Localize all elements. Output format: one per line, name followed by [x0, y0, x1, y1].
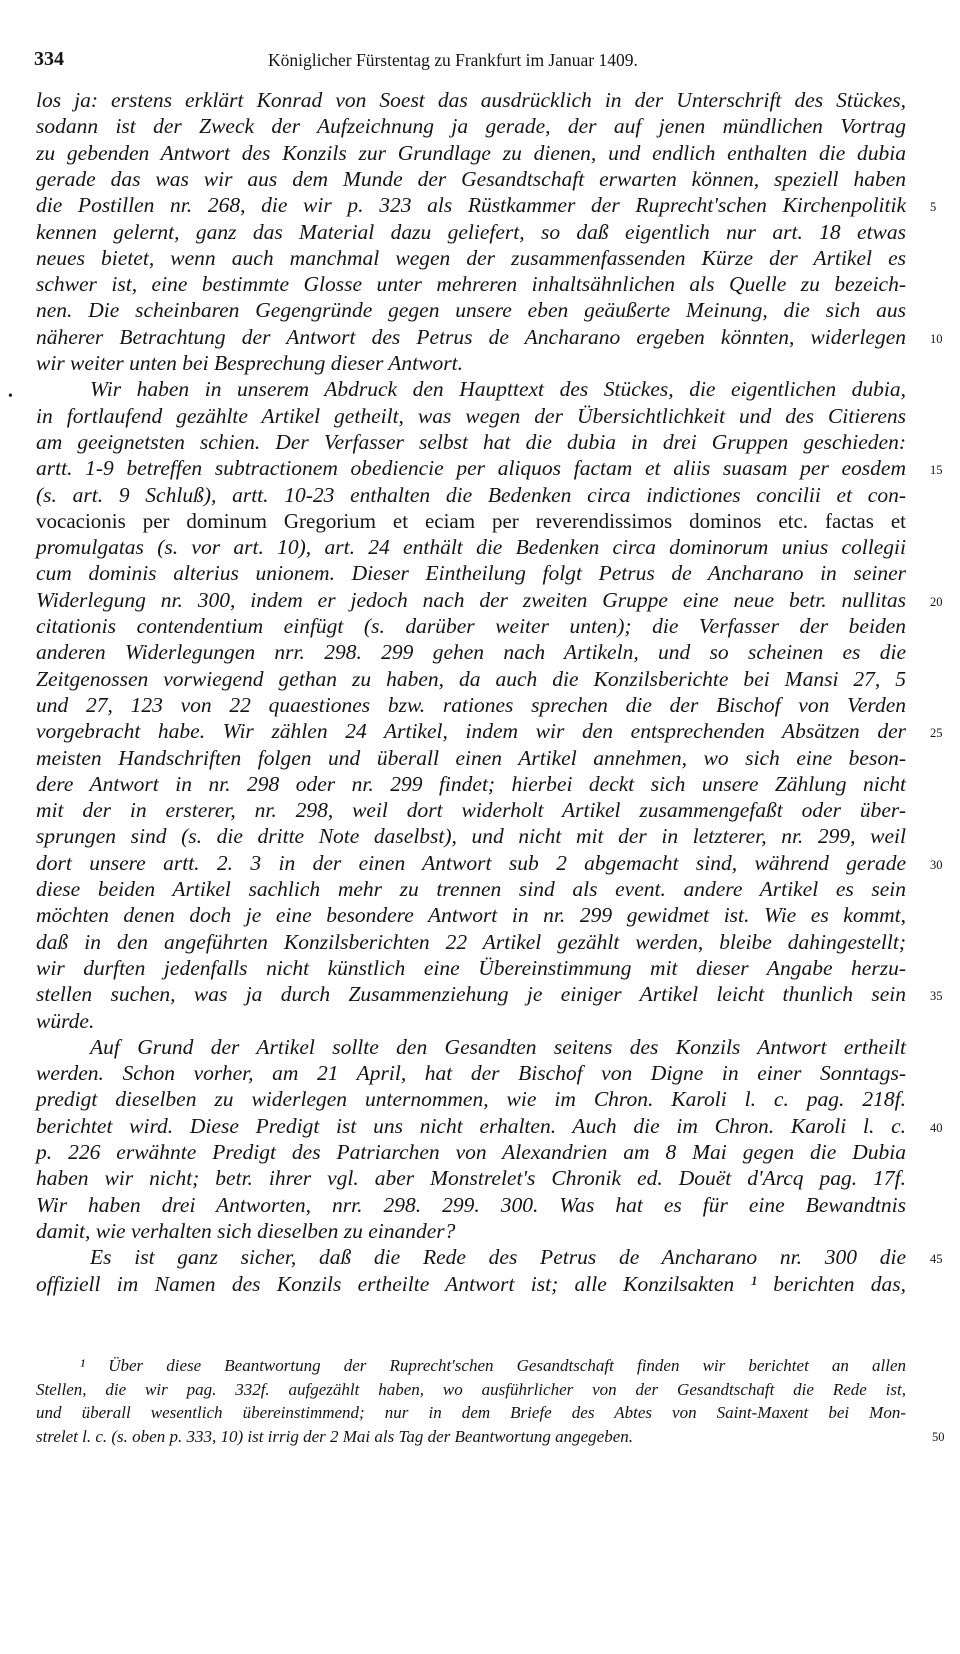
- line-number: 35: [930, 989, 943, 1004]
- line-number: 30: [930, 857, 943, 872]
- text-line: offiziell im Namen des Konzils ertheilte Antwort ist; alle Konzilsakten ¹ berichten das,: [36, 1271, 906, 1296]
- text-line: neues bietet, wenn auch manchmal wegen der zusammenfassenden Kürze der Artikel es: [36, 245, 906, 270]
- text-line: sprungen sind (s. die dritte Note daselbst), und nicht mit der in letzterer, nr. 299, weil: [36, 824, 906, 849]
- text-line: promulgatas (s. vor art. 10), art. 24 enthält die Bedenken circa dominorum unius collegii: [36, 535, 906, 560]
- text-line: anderen Widerlegungen nrr. 298. 299 gehen nach Artikeln, und so scheinen es die: [36, 640, 906, 665]
- text-line: berichtet wird. Diese Predigt ist uns nicht erhalten. Auch die im Chron. Karoli l. c.: [36, 1113, 906, 1138]
- text-line: in fortlaufend gezählte Artikel getheilt, was wegen der Übersichtlichkeit und des Citierens: [36, 403, 906, 428]
- text-line: diese beiden Artikel sachlich mehr zu trennen sind als event. andere Artikel es sein: [36, 877, 906, 901]
- text-line: dere Antwort in nr. 298 oder nr. 299 findet; hierbei deckt sich unsere Zählung nicht: [36, 771, 906, 796]
- line-number: 5: [930, 200, 937, 215]
- running-title: Königlicher Fürstentag zu Frankfurt im Januar 1409.: [268, 50, 638, 70]
- text-line: dort unsere artt. 2. 3 in der einen Antwort sub 2 abgemacht sind, während gerade: [36, 850, 906, 875]
- text-line: Es ist ganz sicher, daß die Rede des Petrus de Ancharano nr. 300 die: [90, 1245, 906, 1270]
- margin-marker: •: [8, 389, 13, 404]
- footnote-line: strelet l. c. (s. oben p. 333, 10) ist irrig der 2 Mai als Tag der Beantwortung angegeben.: [36, 1426, 634, 1446]
- line-number: 45: [930, 1252, 943, 1267]
- text-line: stellen suchen, was ja durch Zusammenziehung je einiger Artikel leicht thunlich sein: [36, 982, 906, 1007]
- text-line: predigt dieselben zu widerlegen unternommen, wie im Chron. Karoli l. c. pag. 218f.: [36, 1087, 906, 1112]
- text-line: cum dominis alterius unionem. Dieser Eintheilung folgt Petrus de Ancharano in seiner: [36, 561, 906, 586]
- text-line: zu gebenden Antwort des Konzils zur Grundlage zu dienen, und endlich enthalten die dubia: [36, 140, 906, 165]
- footnote-line: ¹ Über diese Beantwortung der Ruprecht'schen Gesandtschaft finden wir berichtet an allen: [80, 1356, 906, 1375]
- page-header: [0, 48, 960, 72]
- text-line: Auf Grund der Artikel sollte den Gesandten seitens des Konzils Antwort ertheilt: [90, 1034, 906, 1059]
- text-line: los ja: erstens erklärt Konrad von Soest das ausdrücklich in der Unterschrift des Stückes,: [36, 88, 906, 112]
- text-line: kennen gelernt, ganz das Material dazu geliefert, so daß eigentlich nur art. 18 etwas: [36, 219, 906, 244]
- text-line: mit der in ersterer, nr. 298, weil dort widerholt Artikel zusammengefaßt oder über-: [36, 798, 906, 823]
- text-line: artt. 1-9 betreffen subtractionem obediencie per aliquos factam et aliis suasam per eosdem: [36, 456, 906, 481]
- text-line: schwer ist, eine bestimmte Glosse unter mehreren inhaltsähnlichen als Quelle zu bezeich-: [36, 272, 906, 297]
- text-line: vocacionis per dominum Gregorium et eciam per reverendissimos dominos etc. factas et: [36, 508, 906, 533]
- line-number: 40: [930, 1120, 943, 1135]
- text-line: die Postillen nr. 268, die wir p. 323 als Rüstkammer der Ruprecht'schen Kirchenpolitik: [36, 193, 906, 218]
- text-line: vorgebracht habe. Wir zählen 24 Artikel, indem wir den entsprechenden Absätzen der: [36, 719, 906, 744]
- text-line: (s. art. 9 Schluß), artt. 10-23 enthalten die Bedenken circa indictiones concilii et con-: [36, 482, 906, 507]
- text-line: sodann ist der Zweck der Aufzeichnung ja gerade, der auf jenen mündlichen Vortrag: [36, 114, 906, 139]
- text-line: und 27, 123 von 22 quaestiones bzw. rationes sprechen die der Bischof von Verden: [36, 692, 906, 717]
- text-line: haben wir nicht; betr. ihrer vgl. aber Monstrelet's Chronik ed. Douët d'Arcq pag. 17f.: [36, 1166, 906, 1191]
- footnote-line: Stellen, die wir pag. 332f. aufgezählt haben, wo ausführlicher von der Gesandtschaft die Rede ist,: [36, 1379, 906, 1399]
- text-line: Wir haben in unserem Abdruck den Haupttext des Stückes, die eigentlichen dubia,: [90, 377, 906, 402]
- line-number: 25: [930, 726, 943, 741]
- page-number: 334: [34, 48, 64, 70]
- text-line: p. 226 erwähnte Predigt des Patriarchen von Alexandrien am 8 Mai gegen die Dubia: [36, 1140, 906, 1164]
- text-line: wir weiter unten bei Besprechung dieser Antwort.: [36, 351, 463, 375]
- footnote-line: und überall wesentlich übereinstimmend; nur in dem Briefe des Abtes von Saint-Maxent bei Mon-: [36, 1403, 906, 1422]
- text-line: werden. Schon vorher, am 21 April, hat der Bischof von Digne in einer Sonntags-: [36, 1061, 906, 1086]
- text-line: daß in den angeführten Konzilsberichten 22 Artikel gezählt werden, bleibe dahingestellt;: [36, 929, 906, 954]
- text-line: nen. Die scheinbaren Gegengründe gegen unsere eben geäußerte Meinung, die sich aus: [36, 298, 906, 323]
- text-line: citationis contendentium einfügt (s. darüber weiter unten); die Verfasser der beiden: [36, 614, 906, 638]
- text-line: Wir haben drei Antworten, nrr. 298. 299. 300. Was hat es für eine Bewandtnis: [36, 1192, 906, 1217]
- text-line: Zeitgenossen vorwiegend gethan zu haben, da auch die Konzilsberichte bei Mansi 27, 5: [36, 666, 906, 691]
- text-line: gerade das was wir aus dem Munde der Gesandtschaft erwarten können, speziell haben: [36, 166, 906, 191]
- text-line: wir durften jedenfalls nicht künstlich eine Übereinstimmung mit dieser Angabe herzu-: [36, 955, 906, 980]
- text-line: am geeignetsten schien. Der Verfasser selbst hat die dubia in drei Gruppen geschieden:: [36, 429, 906, 454]
- text-line: möchten denen doch je eine besondere Antwort in nr. 299 gewidmet ist. Wie es kommt,: [36, 903, 906, 928]
- line-number: 15: [930, 463, 943, 478]
- line-number: 10: [930, 331, 943, 346]
- line-number: 50: [932, 1429, 945, 1444]
- text-line: Widerlegung nr. 300, indem er jedoch nach der zweiten Gruppe eine neue betr. nullitas: [36, 587, 906, 612]
- line-number: 20: [930, 594, 943, 609]
- text-line: näherer Betrachtung der Antwort des Petrus de Ancharano ergeben könnten, widerlegen: [36, 324, 906, 349]
- text-line: würde.: [36, 1008, 95, 1033]
- text-line: damit, wie verhalten sich dieselben zu einander?: [36, 1218, 456, 1243]
- text-line: meisten Handschriften folgen und überall einen Artikel annehmen, wo sich eine beson-: [36, 745, 906, 770]
